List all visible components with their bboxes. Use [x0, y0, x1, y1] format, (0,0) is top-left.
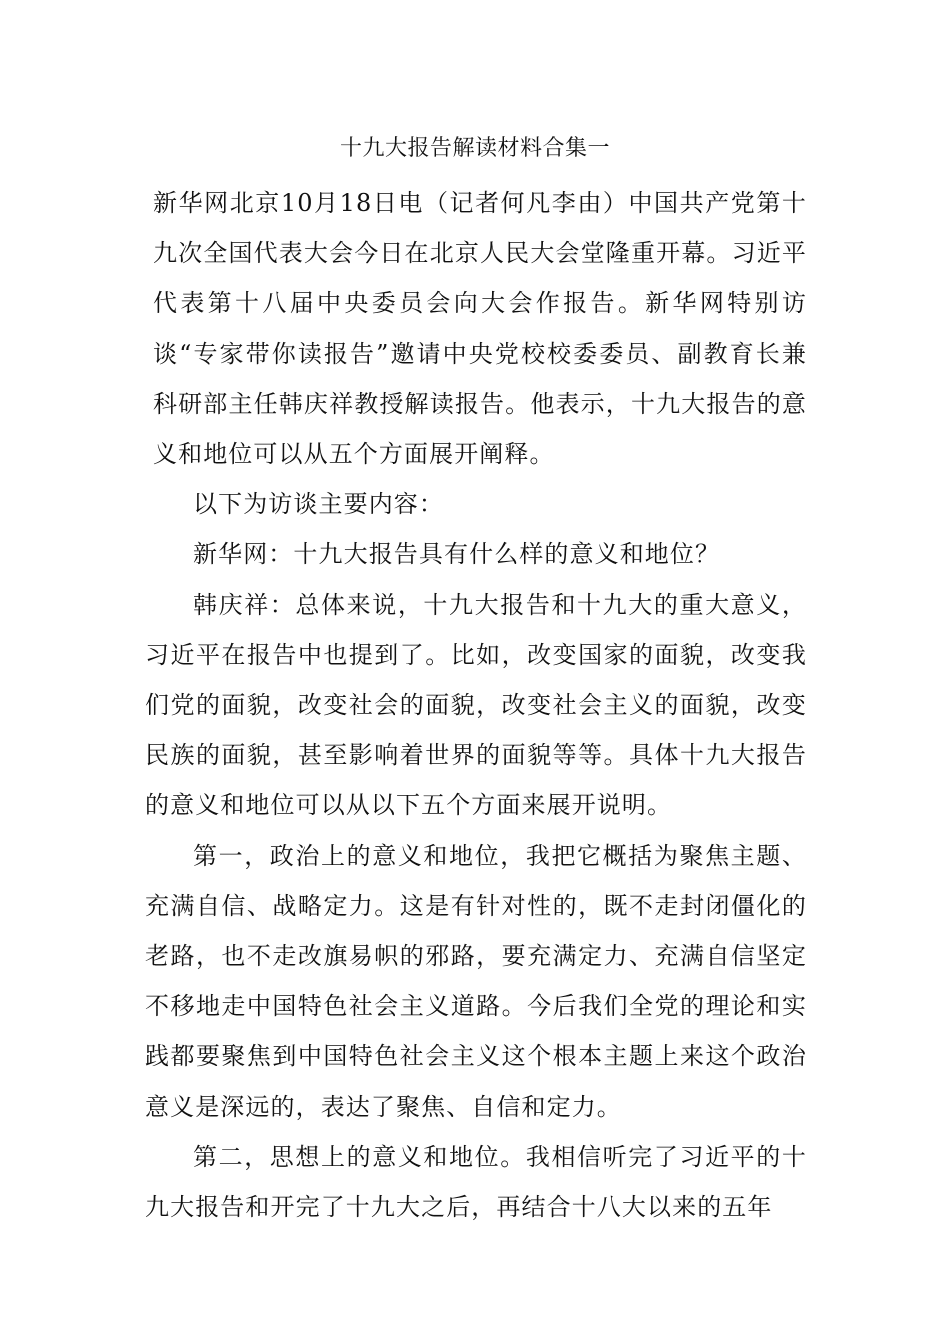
paragraph-answer-overview: 韩庆祥：总体来说，十九大报告和十九大的重大意义，习近平在报告中也提到了。比如，改变国家的面貌，改变我们党的面貌，改变社会的面貌，改变社会主义的面貌，改变民族的面貌，甚至影响着世界的面貌等等。具体十九大报告的意义和地位可以从以下五个方面来展开说明。	[145, 590, 807, 820]
paragraph-interview-intro: 以下为访谈主要内容：	[193, 490, 444, 519]
paragraph-political-significance: 第一，政治上的意义和地位，我把它概括为聚焦主题、充满自信、战略定力。这是有针对性的，既不走封闭僵化的老路，也不走改旗易帜的邪路，要充满定力、充满自信坚定不移地走中国特色社会主义道路。今后我们全党的理论和实践都要聚焦到中国特色社会主义这个根本主题上来这个政治意义是深远的，表达了聚焦、自信和定力。	[145, 841, 807, 1121]
paragraph-intro: 新华网北京10月18日电（记者何凡李由）中国共产党第十九次全国代表大会今日在北京人民大会堂隆重开幕。习近平代表第十八届中央委员会向大会作报告。新华网特别访谈“专家带你读报告”邀请中央党校校委委员、副教育长兼科研部主任韩庆祥教授解读报告。他表示，十九大报告的意义和地位可以从五个方面展开阐释。	[153, 189, 807, 469]
document-body	[145, 178, 807, 1232]
document-title: 十九大报告解读材料合集一	[339, 136, 610, 161]
paragraph-ideological-significance: 第二，思想上的意义和地位。我相信听完了习近平的十九大报告和开完了十九大之后，再结合十八大以来的五年	[145, 1142, 807, 1222]
paragraph-question: 新华网：十九大报告具有什么样的意义和地位？	[193, 540, 721, 569]
